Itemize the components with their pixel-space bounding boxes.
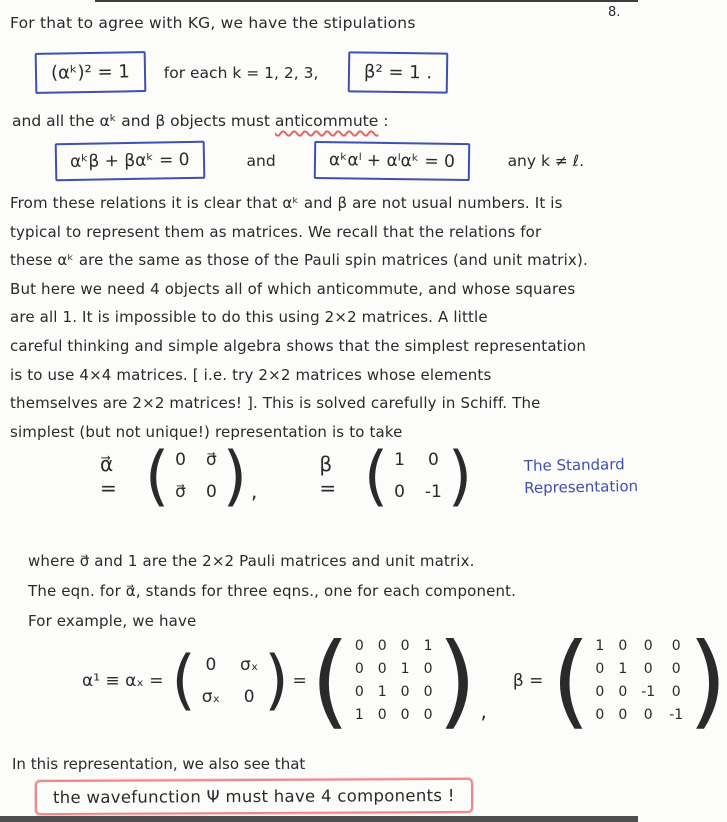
matrix-cell: 1 (377, 684, 387, 700)
wavefunction-highlight-box: the wavefunction Ψ must have 4 components ! (35, 778, 473, 815)
text-line: The Standard (523, 455, 625, 475)
text-line: But here we need 4 objects all of which anticommute, and whose squares (10, 279, 576, 298)
paragraph-matrices-discussion (10, 189, 588, 446)
matrix-cell: 0 (427, 450, 439, 471)
text-line: are all 1. It is impossible to do this using 2×2 matrices. A little (10, 308, 488, 327)
text-line: where σ⃗ and 1 are the 2×2 Pauli matrices and unit matrix. (28, 552, 475, 570)
text-line: is to use 4×4 matrices. [ i.e. try 2×2 matrices whose elements (10, 365, 492, 384)
matrix-cell: 0 (643, 638, 653, 654)
text-line: The eqn. for α⃗, stands for three eqns., one for each component. (28, 582, 517, 600)
left-paren (551, 637, 590, 724)
text-line: themselves are 2×2 matrices! ]. This is solved carefully in Schiff. The (10, 394, 541, 413)
matrix-cell: 0 (377, 707, 387, 723)
right-paren (448, 449, 472, 504)
equation-box-alpha-beta: αᵏβ + βαᵏ = 0 (55, 141, 205, 182)
text-line: these αᵏ are the same as those of the Pauli spin matrices (and unit matrix). (10, 251, 588, 270)
matrix-cell: 1 (354, 707, 364, 723)
anticommute-line (12, 112, 388, 130)
matrix-cell: 1 (423, 638, 433, 654)
text-line: From these relations it is clear that αᵏ and β are not usual numbers. It is (10, 194, 563, 212)
matrix-cell: 0 (423, 661, 433, 677)
relations-row (55, 142, 584, 180)
equals-sign: = (292, 670, 307, 691)
matrix-cell: σ⃗ (205, 450, 217, 471)
matrix-cell: σ⃗ (175, 482, 186, 503)
matrix-cell: 1 (618, 661, 628, 677)
matrix-cell: 0 (377, 638, 387, 654)
matrix-cell: 0 (394, 482, 405, 503)
matrix-cell: 0 (618, 707, 628, 723)
conclusion-line: In this representation, we also see that (12, 755, 306, 773)
matrix-cell: 0 (400, 684, 410, 700)
matrix-cell: 0 (671, 638, 681, 654)
matrix-cell: 1 (400, 661, 410, 677)
left-paren (364, 449, 388, 504)
text-line: careful thinking and simple algebra shows that the simplest representation (10, 336, 587, 355)
left-paren (145, 449, 169, 504)
matrix-cell: 0 (671, 684, 681, 700)
right-paren (438, 637, 477, 724)
matrix-cell: 0 (400, 707, 410, 723)
scan-edge-top (95, 0, 638, 2)
anticommute-word: anticommute (274, 112, 379, 130)
matrix-cell: 0 (205, 482, 217, 503)
right-paren (688, 637, 727, 724)
alpha-x-2x2-matrix (171, 654, 288, 707)
relations-condition: any k ≠ ℓ. (507, 152, 585, 170)
example-matrices-row (82, 638, 727, 723)
matrix-cell: 0 (595, 684, 605, 700)
equation-box-alpha-squared: (αᵏ)² = 1 (35, 51, 146, 94)
matrix-cell: 0 (671, 661, 681, 677)
matrix-cell: σₓ (201, 686, 221, 707)
matrix-cell: 0 (423, 684, 433, 700)
matrix-cell: -1 (424, 482, 442, 503)
matrix-cell: -1 (641, 684, 656, 700)
beta-2x2-matrix (364, 450, 472, 503)
matrix-cell: 1 (394, 450, 405, 471)
equation-box-beta-squared: β² = 1 . (348, 51, 449, 93)
matrix-cell: 0 (643, 707, 653, 723)
beta-4x4-matrix (551, 638, 727, 723)
anticommute-post: : (378, 112, 389, 130)
stipulation-condition: for each k = 1, 2, 3, (163, 63, 319, 82)
comma: , (480, 699, 487, 723)
left-paren (311, 637, 350, 724)
alpha-vector-label: α⃗ = (100, 452, 117, 501)
matrix-cell: 0 (205, 654, 217, 675)
relations-conjunction: and (246, 152, 276, 170)
matrix-cell: 0 (643, 661, 653, 677)
beta-label: β = (319, 452, 337, 501)
matrix-cell: -1 (669, 707, 684, 723)
left-paren (171, 653, 195, 708)
matrix-cell: 0 (618, 638, 628, 654)
matrix-cell: 0 (400, 638, 410, 654)
alpha-x-label: α¹ ≡ αₓ = (82, 670, 164, 691)
comma: , (251, 478, 258, 503)
equation-box-alpha-alpha: αᵏαˡ + αˡαᵏ = 0 (313, 141, 469, 181)
text-line: simplest (but not unique!) representation is to take (10, 422, 403, 441)
right-paren (223, 449, 247, 504)
stipulations-row (35, 52, 449, 93)
matrix-cell: 0 (595, 707, 605, 723)
matrix-cell: 1 (595, 638, 605, 654)
matrix-cell: 0 (354, 684, 364, 700)
scan-edge-bottom (0, 816, 638, 822)
standard-representation-row (100, 450, 638, 503)
standard-representation-note (524, 453, 639, 499)
page-number: 8. (608, 5, 621, 20)
matrix-cell: 0 (618, 684, 628, 700)
alpha-x-4x4-matrix (311, 638, 477, 723)
matrix-cell: 0 (423, 707, 433, 723)
beta-label: β = (512, 670, 544, 691)
matrix-cell: 0 (243, 686, 255, 707)
matrix-cell: σₓ (240, 654, 259, 675)
text-line: typical to represent them as matrices. We recall that the relations for (10, 222, 542, 241)
matrix-cell: 0 (377, 661, 387, 677)
matrix-cell: 0 (354, 638, 364, 654)
text-line: For example, we have (28, 612, 197, 630)
text-line: Representation (524, 477, 639, 497)
matrix-cell: 0 (175, 450, 186, 471)
alpha-2x2-matrix (145, 450, 247, 503)
matrix-cell: 0 (595, 661, 605, 677)
right-paren (264, 653, 288, 708)
intro-line: For that to agree with KG, we have the stipulations (10, 14, 416, 32)
matrix-cell: 0 (354, 661, 364, 677)
anticommute-pre: and all the αᵏ and β objects must (12, 112, 275, 130)
